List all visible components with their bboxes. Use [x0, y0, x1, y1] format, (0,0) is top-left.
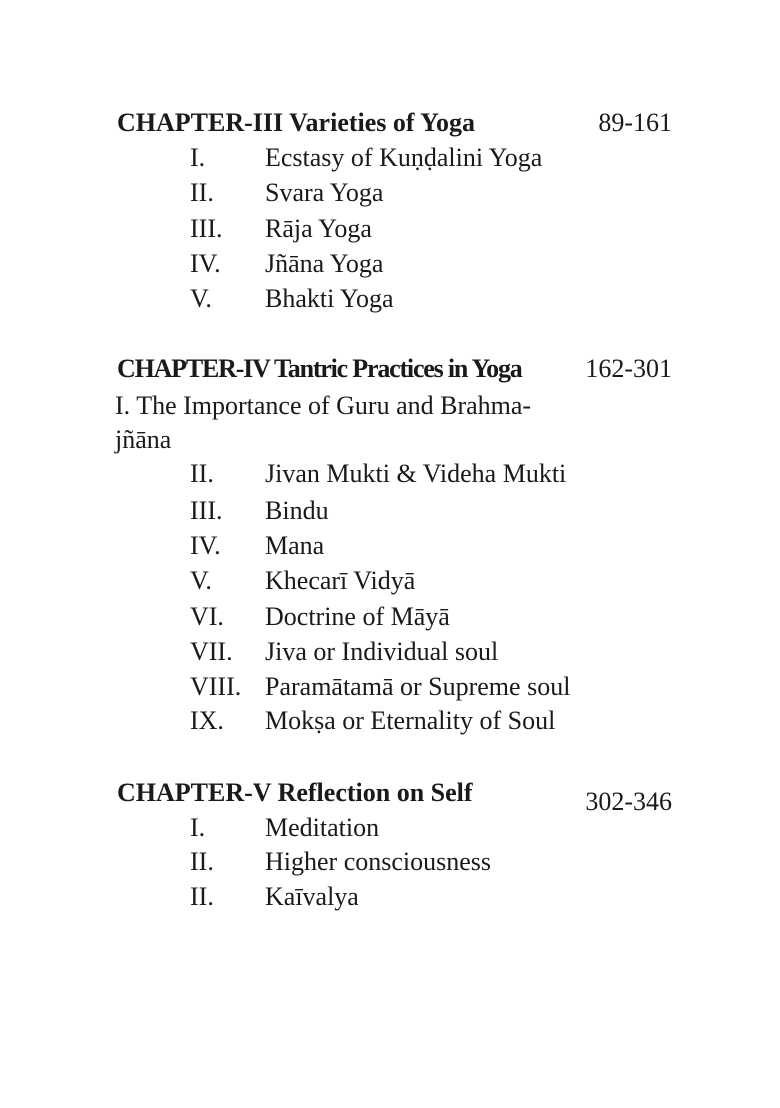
item-title: Bindu	[265, 496, 329, 525]
item-number: VII.	[190, 637, 233, 666]
item-number: VI.	[190, 602, 224, 631]
item-title: Jiva or Individual soul	[265, 637, 499, 666]
item-number: III.	[190, 214, 223, 243]
item-title: Bhakti Yoga	[265, 284, 394, 313]
item-title: Jivan Mukti & Videha Mukti	[265, 459, 567, 488]
item-number: II.	[190, 882, 214, 911]
item-number: II.	[190, 178, 214, 207]
item-title: Rāja Yoga	[265, 214, 372, 243]
item-number: V.	[190, 566, 212, 595]
item-title: Paramātamā or Supreme soul	[265, 672, 571, 701]
item-title: Khecarī Vidyā	[265, 566, 416, 595]
item-title: Mokṣa or Eternality of Soul	[265, 706, 556, 735]
chapter-title: CHAPTER-IV Tantric Practices in Yoga	[117, 354, 522, 383]
item-title: Ecstasy of Kuṇḍalini Yoga	[265, 143, 543, 172]
item-number: V.	[190, 284, 212, 313]
item-number: IX.	[190, 706, 224, 735]
item-number: IV.	[190, 531, 221, 560]
item-title: Doctrine of Māyā	[265, 602, 450, 631]
item-number: II.	[190, 459, 214, 488]
chapter-pages: 89-161	[598, 108, 672, 137]
item-title: Mana	[265, 531, 325, 560]
item-title: Meditation	[265, 813, 380, 842]
chapter-pages: 302-346	[585, 787, 672, 816]
item-number: I.	[190, 143, 206, 172]
item-number: VIII.	[190, 672, 242, 701]
item-title: Jñāna Yoga	[265, 249, 384, 278]
item-title: Kaīvalya	[265, 882, 359, 911]
item-title: Higher consciousness	[265, 847, 492, 876]
item-title: I. The Importance of Guru and Brahma-	[115, 391, 532, 420]
item-number: II.	[190, 847, 214, 876]
chapter-title: CHAPTER-V Reflection on Self	[117, 778, 473, 807]
chapter-title: CHAPTER-III Varieties of Yoga	[117, 108, 475, 137]
chapter-pages: 162-301	[585, 354, 672, 383]
item-number: III.	[190, 496, 223, 525]
item-title: Svara Yoga	[265, 178, 384, 207]
item-number: IV.	[190, 249, 221, 278]
item-number: I.	[190, 813, 206, 842]
item-title-continued: jñāna	[115, 425, 172, 454]
